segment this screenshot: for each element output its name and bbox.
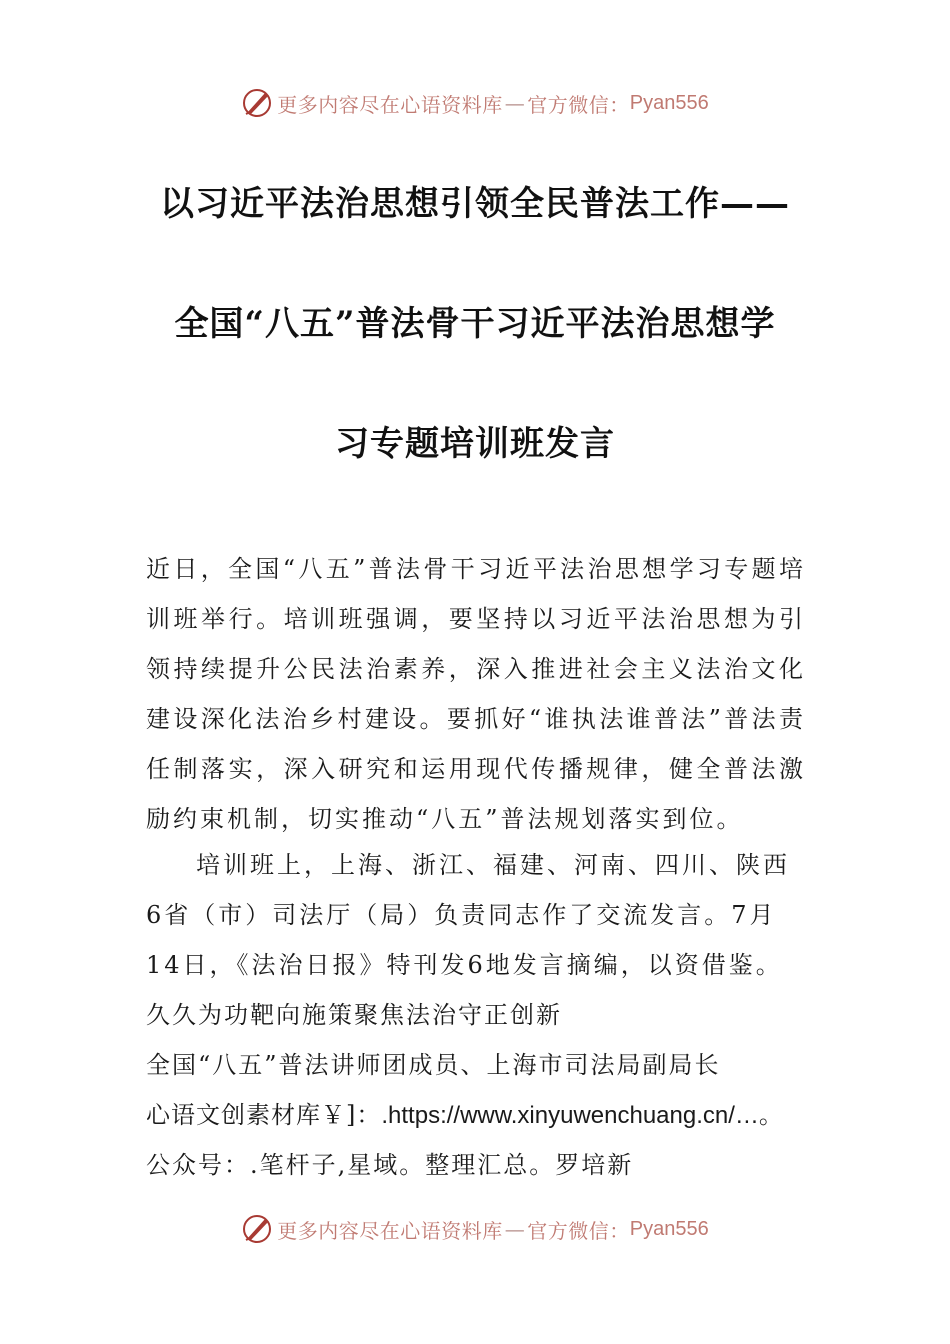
paragraph-intro: 近日，全国“八五”普法骨干习近平法治思想学习专题培训班举行。培训班强调，要坚持以习近平法治思想为引领持续提升公民法治素养，深入推进社会主义法治文化建设深化法治乡村建设。要抓好“谁执法谁普法”普法责任制落实，深入研究和运用现代传播规律，健全普法激励约束机制，切实推动“八五”普法规划落实到位。 <box>146 555 806 833</box>
watermark-text: 更多内容尽在心语资料库 <box>277 92 503 117</box>
document-title-line-3: 习专题培训班发言 <box>335 424 615 464</box>
speaker-line: 全国“八五”普法讲师团成员、上海市司法局副局长 <box>146 1051 721 1079</box>
watermark-text: 更多内容尽在心语资料库 <box>277 1218 503 1243</box>
watermark-account: Pyan556 <box>629 91 709 114</box>
watermark-account: Pyan556 <box>629 1217 709 1240</box>
document-title-line-2: 全国“八五”普法骨干习近平法治思想学 <box>174 304 776 344</box>
source-prefix: 心语文创素材库￥]： <box>146 1101 382 1129</box>
watermark-suffix: 官方微信： <box>527 1218 630 1243</box>
watermark-separator: — <box>504 1217 526 1241</box>
section-heading: 久久为功靶向施策聚焦法治守正创新 <box>146 1001 562 1029</box>
watermark-banner-bottom <box>0 1212 950 1246</box>
watermark-banner-top <box>0 86 950 120</box>
watermark-suffix: 官方微信： <box>527 92 630 117</box>
document-title-line-1: 以习近平法治思想引领全民普法工作—— <box>160 184 790 224</box>
paragraph-exchange: 培训班上，上海、浙江、福建、河南、四川、陕西6省（市）司法厅（局）负责同志作了交流发言。7月14日，《法治日报》特刊发6地发言摘编，以资借鉴。 <box>146 851 790 979</box>
source-url: .https://www.xinyuwenchuang.cn/…。 <box>381 1102 783 1129</box>
quill-pen-logo-icon <box>241 1213 273 1245</box>
public-account-line: 公众号：.笔杆子,星域。整理汇总。罗培新 <box>146 1151 634 1179</box>
watermark-separator: — <box>504 91 526 115</box>
source-line <box>146 1090 783 1141</box>
quill-pen-logo-icon <box>241 87 273 119</box>
